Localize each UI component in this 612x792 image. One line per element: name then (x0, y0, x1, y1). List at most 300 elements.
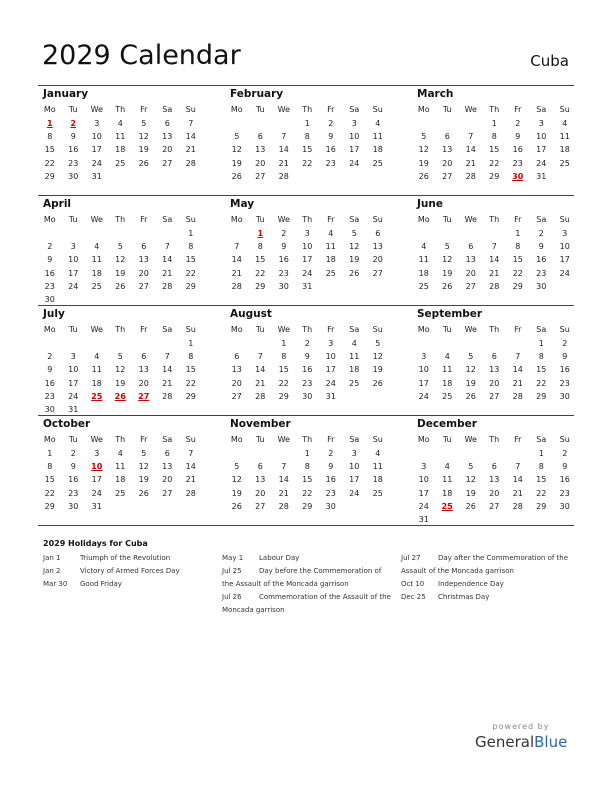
day-cell: 19 (138, 475, 149, 485)
weekday-header: Tu (68, 215, 78, 224)
weekday-header: Tu (68, 105, 78, 114)
day-cell: 29 (536, 501, 547, 511)
day-cell: 7 (164, 352, 170, 362)
holiday-date: Jul 27 (401, 554, 421, 562)
weekday-header: Sa (162, 105, 173, 114)
day-cell: 16 (325, 145, 336, 155)
day-cell: 21 (512, 488, 523, 498)
day-cell: 13 (138, 255, 149, 265)
day-cell: 7 (281, 462, 287, 472)
month-name: December (417, 418, 477, 430)
weekday-header: Su (185, 215, 196, 224)
weekday-header: We (464, 105, 477, 114)
day-cell: 15 (185, 255, 196, 265)
day-cell: 20 (489, 488, 500, 498)
day-cell: 17 (559, 255, 570, 265)
day-cell: 28 (278, 171, 289, 181)
day-cell: 15 (44, 475, 55, 485)
day-cell: 21 (512, 378, 523, 388)
weekday-header: Th (302, 215, 313, 224)
day-cell: 21 (489, 268, 500, 278)
day-cell: 27 (255, 171, 266, 181)
day-cell: 29 (255, 281, 266, 291)
brand-logo (475, 722, 567, 751)
day-cell: 30 (559, 501, 570, 511)
day-cell: 27 (465, 281, 476, 291)
day-cell: 19 (418, 158, 429, 168)
day-cell: 18 (115, 145, 126, 155)
weekday-header: We (90, 105, 103, 114)
day-cell: 20 (138, 378, 149, 388)
day-cell: 16 (559, 475, 570, 485)
weekday-header: Mo (43, 435, 56, 444)
day-cell: 15 (536, 475, 547, 485)
brand-name-general: General (475, 733, 535, 751)
day-cell: 10 (349, 132, 360, 142)
day-cell: 5 (468, 462, 474, 472)
weekday-header: Mo (230, 435, 243, 444)
day-cell: 15 (536, 365, 547, 375)
day-cell: 29 (536, 391, 547, 401)
day-cell: 12 (138, 132, 149, 142)
day-cell: 13 (231, 365, 242, 375)
day-cell: 1 (538, 449, 544, 458)
day-cell: 20 (372, 255, 383, 265)
day-cell: 31 (325, 391, 336, 401)
day-cell: 7 (188, 119, 194, 128)
day-cell: 12 (372, 352, 383, 362)
day-cell: 3 (70, 352, 76, 362)
day-cell: 10 (418, 475, 429, 485)
day-cell: 2 (47, 352, 53, 362)
weekday-header: Sa (349, 215, 360, 224)
day-cell: 10 (418, 365, 429, 375)
day-cell: 18 (559, 145, 570, 155)
day-cell: 5 (444, 242, 450, 252)
day-cell: 20 (231, 378, 242, 388)
day-cell: 28 (231, 281, 242, 291)
month-name: March (417, 88, 454, 100)
day-cell: 23 (559, 378, 570, 388)
weekday-header: Su (185, 105, 196, 114)
day-cell: 17 (418, 378, 429, 388)
day-cell: 29 (512, 281, 523, 291)
day-cell: 19 (231, 488, 242, 498)
day-cell: 9 (47, 255, 53, 265)
weekday-header: Su (372, 435, 383, 444)
day-cell: 21 (185, 475, 196, 485)
holiday-date: Jan 1 (43, 554, 61, 562)
day-cell: 22 (185, 378, 196, 388)
day-cell: 31 (91, 171, 102, 181)
weekday-header: Sa (349, 435, 360, 444)
day-cell: 9 (538, 242, 544, 252)
day-cell: 11 (349, 352, 360, 362)
day-cell: 10 (325, 352, 336, 362)
day-cell: 29 (44, 501, 55, 511)
day-cell: 26 (465, 391, 476, 401)
day-cell: 6 (164, 119, 170, 128)
weekday-header: Th (489, 105, 500, 114)
day-cell: 18 (372, 145, 383, 155)
day-cell: 3 (94, 119, 100, 128)
holiday-day-cell: 1 (46, 119, 53, 128)
day-cell: 13 (138, 365, 149, 375)
day-cell: 24 (68, 281, 79, 291)
day-cell: 6 (375, 229, 381, 238)
day-cell: 11 (418, 255, 429, 265)
day-cell: 14 (278, 145, 289, 155)
day-cell: 24 (349, 158, 360, 168)
day-cell: 27 (442, 171, 453, 181)
holiday-day-cell: 25 (441, 501, 453, 511)
day-cell: 13 (489, 365, 500, 375)
day-cell: 11 (442, 475, 453, 485)
day-cell: 30 (44, 405, 55, 414)
day-cell: 7 (491, 242, 497, 252)
day-cell: 22 (185, 268, 196, 278)
day-cell: 14 (231, 255, 242, 265)
weekday-header: Mo (417, 215, 430, 224)
day-cell: 31 (418, 515, 429, 524)
day-cell: 19 (231, 158, 242, 168)
day-cell: 16 (302, 365, 313, 375)
weekday-header: Su (185, 435, 196, 444)
day-cell: 2 (328, 119, 334, 128)
day-cell: 19 (442, 268, 453, 278)
day-cell: 26 (231, 501, 242, 511)
weekday-header: Th (489, 435, 500, 444)
day-cell: 22 (512, 268, 523, 278)
day-cell: 22 (278, 378, 289, 388)
day-cell: 29 (302, 501, 313, 511)
weekday-header: Fr (140, 105, 148, 114)
day-cell: 16 (512, 145, 523, 155)
day-cell: 5 (234, 132, 240, 142)
weekday-header: Tu (442, 105, 452, 114)
day-cell: 3 (94, 449, 100, 458)
holiday-day-cell: 1 (257, 229, 264, 238)
day-cell: 15 (44, 145, 55, 155)
day-cell: 2 (304, 339, 310, 348)
day-cell: 20 (162, 145, 173, 155)
day-cell: 22 (302, 158, 313, 168)
day-cell: 28 (278, 501, 289, 511)
brand-name (475, 733, 567, 751)
day-cell: 4 (94, 352, 100, 362)
day-cell: 18 (115, 475, 126, 485)
weekday-header: Fr (514, 435, 522, 444)
weekday-header: Th (302, 325, 313, 334)
day-cell: 22 (44, 488, 55, 498)
day-cell: 5 (117, 352, 123, 362)
day-cell: 14 (489, 255, 500, 265)
weekday-header: Fr (327, 215, 335, 224)
day-cell: 2 (538, 229, 544, 238)
day-cell: 3 (304, 229, 310, 238)
holiday-day-cell: 25 (91, 391, 103, 401)
weekday-header: Tu (255, 435, 265, 444)
holiday-column (222, 552, 392, 617)
day-cell: 22 (489, 158, 500, 168)
holiday-name: Christmas Day (438, 593, 490, 601)
weekday-header: Su (559, 325, 570, 334)
day-cell: 21 (278, 488, 289, 498)
day-cell: 23 (325, 488, 336, 498)
day-cell: 27 (489, 501, 500, 511)
day-cell: 1 (304, 119, 310, 128)
day-cell: 22 (44, 158, 55, 168)
day-cell: 23 (278, 268, 289, 278)
day-cell: 17 (418, 488, 429, 498)
holiday-day-cell: 10 (91, 462, 103, 472)
day-cell: 17 (91, 475, 102, 485)
day-cell: 6 (468, 242, 474, 252)
holiday-date: Jul 25 (222, 567, 242, 575)
day-cell: 20 (442, 158, 453, 168)
holiday-item (401, 552, 571, 578)
weekday-header: Fr (140, 325, 148, 334)
day-cell: 23 (44, 391, 55, 401)
day-cell: 23 (536, 268, 547, 278)
day-cell: 21 (278, 158, 289, 168)
day-cell: 10 (302, 242, 313, 252)
day-cell: 11 (372, 462, 383, 472)
weekday-header: Tu (442, 325, 452, 334)
weekday-header: Tu (68, 435, 78, 444)
day-cell: 5 (468, 352, 474, 362)
day-cell: 28 (185, 488, 196, 498)
day-cell: 27 (138, 281, 149, 291)
day-cell: 3 (421, 462, 427, 472)
weekday-header: Sa (162, 325, 173, 334)
holiday-item (43, 565, 213, 578)
day-cell: 16 (536, 255, 547, 265)
day-cell: 26 (442, 281, 453, 291)
day-cell: 23 (302, 378, 313, 388)
holiday-date: Jan 2 (43, 567, 61, 575)
day-cell: 22 (536, 378, 547, 388)
weekday-header: Th (115, 105, 126, 114)
weekday-header: We (90, 215, 103, 224)
day-cell: 31 (536, 171, 547, 181)
month-name: October (43, 418, 91, 430)
weekday-header: Th (489, 215, 500, 224)
day-cell: 4 (375, 119, 381, 128)
day-cell: 10 (91, 132, 102, 142)
day-cell: 4 (444, 352, 450, 362)
day-cell: 10 (559, 242, 570, 252)
weekday-header: Mo (43, 215, 56, 224)
weekday-header: Sa (349, 325, 360, 334)
day-cell: 25 (559, 158, 570, 168)
month-name: June (417, 198, 443, 210)
day-cell: 4 (562, 119, 568, 128)
weekday-header: Th (115, 325, 126, 334)
day-cell: 17 (325, 365, 336, 375)
day-cell: 28 (489, 281, 500, 291)
weekday-header: Sa (536, 215, 547, 224)
day-cell: 14 (162, 255, 173, 265)
day-cell: 28 (255, 391, 266, 401)
weekday-header: Sa (536, 105, 547, 114)
powered-by-text: powered by (492, 722, 550, 731)
day-cell: 8 (47, 462, 53, 472)
day-cell: 18 (91, 268, 102, 278)
day-cell: 23 (68, 158, 79, 168)
day-cell: 12 (465, 365, 476, 375)
brand-name-blue: Blue (534, 733, 568, 751)
day-cell: 9 (562, 462, 568, 472)
day-cell: 1 (538, 339, 544, 348)
day-cell: 11 (559, 132, 570, 142)
day-cell: 5 (117, 242, 123, 252)
day-cell: 25 (91, 281, 102, 291)
weekday-header: Su (185, 325, 196, 334)
day-cell: 15 (302, 475, 313, 485)
day-cell: 30 (559, 391, 570, 401)
day-cell: 25 (115, 158, 126, 168)
weekday-header: Th (115, 215, 126, 224)
day-cell: 30 (44, 295, 55, 304)
day-cell: 12 (349, 242, 360, 252)
day-cell: 24 (418, 501, 429, 511)
holiday-date: Mar 30 (43, 580, 68, 588)
weekday-header: Mo (417, 435, 430, 444)
day-cell: 23 (325, 158, 336, 168)
country-label: Cuba (530, 52, 569, 70)
day-cell: 20 (255, 158, 266, 168)
day-cell: 13 (489, 475, 500, 485)
day-cell: 8 (281, 352, 287, 362)
day-cell: 4 (94, 242, 100, 252)
holiday-name: Commemoration of the Assault of the Moncada garrison (222, 593, 391, 614)
day-cell: 3 (562, 229, 568, 238)
weekday-header: Su (559, 435, 570, 444)
month-name: November (230, 418, 291, 430)
day-cell: 11 (91, 365, 102, 375)
day-cell: 5 (375, 339, 381, 348)
weekday-header: Fr (514, 325, 522, 334)
weekday-header: Sa (162, 435, 173, 444)
day-cell: 27 (372, 268, 383, 278)
day-cell: 14 (185, 462, 196, 472)
day-cell: 8 (188, 352, 194, 362)
weekday-header: Th (302, 105, 313, 114)
day-cell: 13 (162, 132, 173, 142)
day-cell: 28 (512, 391, 523, 401)
weekday-header: We (277, 435, 290, 444)
day-cell: 1 (491, 119, 497, 128)
day-cell: 2 (70, 449, 76, 458)
month-name: January (43, 88, 89, 100)
holiday-name: Victory of Armed Forces Day (80, 567, 180, 575)
holiday-name: Labour Day (259, 554, 300, 562)
day-cell: 15 (302, 145, 313, 155)
day-cell: 25 (442, 391, 453, 401)
weekday-header: Su (559, 215, 570, 224)
day-cell: 3 (351, 449, 357, 458)
day-cell: 25 (372, 158, 383, 168)
day-cell: 12 (231, 145, 242, 155)
day-cell: 9 (328, 462, 334, 472)
day-cell: 19 (465, 378, 476, 388)
day-cell: 20 (489, 378, 500, 388)
day-cell: 25 (325, 268, 336, 278)
holiday-item (222, 565, 392, 591)
day-cell: 22 (302, 488, 313, 498)
day-cell: 10 (68, 365, 79, 375)
day-cell: 1 (188, 339, 194, 348)
day-cell: 11 (115, 462, 126, 472)
day-cell: 15 (278, 365, 289, 375)
day-cell: 28 (162, 391, 173, 401)
page-title: 2029 Calendar (42, 40, 241, 71)
day-cell: 6 (257, 462, 263, 472)
weekday-header: Tu (255, 105, 265, 114)
day-cell: 6 (141, 242, 147, 252)
month-name: August (230, 308, 272, 320)
day-cell: 6 (164, 449, 170, 458)
day-cell: 23 (512, 158, 523, 168)
day-cell: 20 (255, 488, 266, 498)
day-cell: 22 (255, 268, 266, 278)
day-cell: 9 (281, 242, 287, 252)
holiday-date: May 1 (222, 554, 244, 562)
day-cell: 25 (349, 378, 360, 388)
holiday-column (43, 552, 213, 591)
day-cell: 6 (257, 132, 263, 142)
weekday-header: Mo (230, 325, 243, 334)
day-cell: 8 (188, 242, 194, 252)
weekday-header: We (277, 215, 290, 224)
day-cell: 17 (349, 475, 360, 485)
day-cell: 16 (68, 145, 79, 155)
day-cell: 11 (91, 255, 102, 265)
day-cell: 9 (47, 365, 53, 375)
day-cell: 1 (188, 229, 194, 238)
day-cell: 5 (421, 132, 427, 142)
quarter-row (38, 305, 574, 415)
day-cell: 25 (372, 488, 383, 498)
day-cell: 12 (442, 255, 453, 265)
day-cell: 23 (559, 488, 570, 498)
day-cell: 9 (328, 132, 334, 142)
day-cell: 19 (372, 365, 383, 375)
day-cell: 16 (278, 255, 289, 265)
day-cell: 12 (231, 475, 242, 485)
day-cell: 16 (68, 475, 79, 485)
day-cell: 21 (231, 268, 242, 278)
day-cell: 11 (325, 242, 336, 252)
day-cell: 5 (351, 229, 357, 238)
day-cell: 10 (349, 462, 360, 472)
day-cell: 17 (536, 145, 547, 155)
day-cell: 24 (68, 391, 79, 401)
holiday-item (401, 578, 571, 591)
day-cell: 19 (115, 378, 126, 388)
day-cell: 19 (465, 488, 476, 498)
day-cell: 12 (138, 462, 149, 472)
day-cell: 20 (465, 268, 476, 278)
day-cell: 13 (255, 145, 266, 155)
day-cell: 13 (372, 242, 383, 252)
day-cell: 27 (489, 391, 500, 401)
day-cell: 16 (559, 365, 570, 375)
weekday-header: Mo (230, 215, 243, 224)
day-cell: 25 (418, 281, 429, 291)
day-cell: 24 (91, 488, 102, 498)
